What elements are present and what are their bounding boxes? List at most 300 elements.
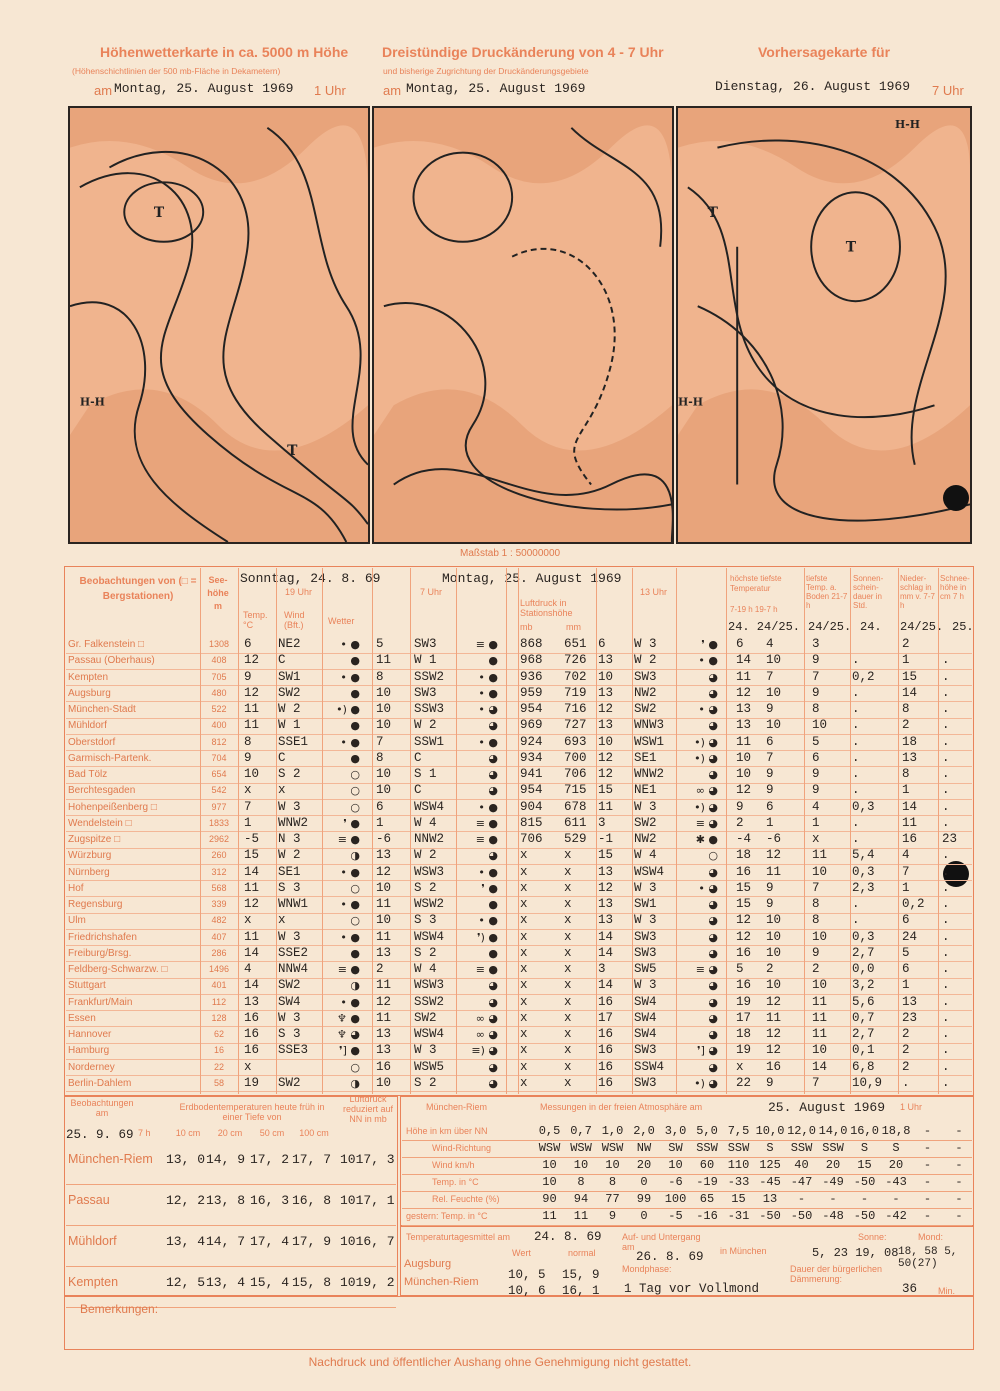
soil-station: Passau [68, 1193, 110, 1207]
obs-cell-sc: . [942, 669, 950, 684]
obs-cell-mm: 693 [564, 734, 587, 749]
obs-cell-x2: ≡ ● [475, 638, 498, 651]
obs-cell-mm: x [564, 994, 572, 1009]
obs-cell-bo: 10 [812, 978, 828, 993]
aero-cell: S [766, 1141, 774, 1155]
obs-cell-bo: 10 [812, 1043, 828, 1058]
obs-cell-x2: • ● [478, 735, 498, 749]
aero-cell: S [892, 1141, 900, 1155]
obs-cell-w2: SSW3 [414, 702, 445, 716]
obs-cell-t2: -6 [376, 832, 392, 846]
col-divider [726, 568, 727, 1094]
aero-cell: NW [636, 1141, 652, 1155]
obs-cell-w2: WSW3 [414, 864, 445, 879]
obs-cell-x2: ◕ [488, 995, 498, 1009]
obs-cell-t1: 11 [244, 929, 260, 944]
obs-cell-x3: ◕ [708, 686, 718, 700]
obs-cell-mb: x [520, 1010, 528, 1025]
obs-cell-so: 5,6 [852, 994, 875, 1009]
obs-cell-x1: ♆ ● [337, 1011, 360, 1025]
obs-cell-t1: 9 [244, 750, 252, 765]
obs-cell-w2: W 4 [414, 962, 437, 976]
obs-wind-header: Wind (Bft.) [284, 610, 305, 630]
obs-cell-mx: 12 [736, 783, 752, 798]
obs-cell-x2: ≡ ● [475, 816, 498, 830]
obs-cell-x3: ◕ [708, 768, 718, 781]
obs-cell-t3: 10 [598, 669, 614, 684]
col-divider [372, 568, 373, 1094]
obs-cell-t1: 11 [244, 718, 260, 733]
obs-cell-mb: x [520, 1075, 528, 1090]
obs-cell-name: Nürnberg [68, 866, 110, 878]
obs-cell-x2: ◕ [488, 784, 498, 798]
obs-cell-x1: ◑ [350, 849, 360, 863]
obs-cell-sc: . [942, 962, 950, 976]
obs-cell-t3: 12 [598, 767, 614, 781]
obs-cell-x3: ✱ ● [695, 833, 718, 846]
obs-cell-w2: W 2 [414, 718, 437, 733]
obs-cell-x3: •) ◕ [694, 735, 718, 749]
obs-cell-w3: SW3 [634, 945, 657, 960]
obs-cell-x3: ◕ [708, 946, 718, 960]
obs-cell-so: 0,2 [852, 669, 875, 684]
obs-bodentemp-header: tiefste Temp. a. Boden 21-7 h [806, 574, 848, 610]
map1-title: Höhenwetterkarte in ca. 5000 m Höhe [100, 44, 349, 60]
tm-augsburg-wert: 10, 5 [508, 1268, 546, 1282]
obs-cell-w1: SW2 [278, 685, 301, 700]
obs-cell-mn: 12 [766, 994, 782, 1009]
map3-title: Vorhersagekarte für [758, 44, 891, 60]
obs-cell-bo: 10 [812, 864, 828, 879]
aero-cell: -45 [759, 1175, 781, 1189]
obs-cell-w2: WSW3 [414, 978, 445, 993]
obs-cell-bo: 11 [812, 1010, 828, 1025]
col-divider [632, 568, 633, 1094]
col-divider [238, 568, 239, 1094]
obs-cell-w1: SW2 [278, 978, 301, 993]
obs-cell-ni: 2 [902, 718, 910, 733]
obs-cell-bo: 1 [812, 815, 820, 830]
obs-cell-t3: 12 [598, 750, 614, 765]
soil-station: Mühldorf [68, 1234, 117, 1248]
obs-cell-t2: 13 [376, 1027, 392, 1041]
obs-cell-w2: S 1 [414, 767, 437, 781]
col-divider [456, 568, 457, 1094]
obs-cell-x1: ○ [350, 800, 360, 814]
map-scale: Maßstab 1 : 50000000 [460, 548, 561, 559]
obs-cell-name: Friedrichshafen [68, 931, 137, 943]
aero-cell: -33 [727, 1175, 750, 1189]
obs-cell-w2: NNW2 [414, 832, 445, 846]
aero-cell: - [955, 1124, 963, 1138]
obs-height-header: See- höhe m [207, 575, 229, 611]
obs-cell-mn: 10 [766, 913, 782, 928]
obs-cell-mb: 968 [520, 653, 543, 668]
obs-cell-sc: . [942, 783, 950, 798]
svg-text:H-H: H-H [678, 395, 703, 409]
col-divider [276, 568, 277, 1094]
obs-cell-mx: 17 [736, 1010, 752, 1025]
obs-dates-schnee: 25. [952, 620, 974, 634]
obs-cell-t2: 5 [376, 637, 384, 651]
obs-cell-mb: x [520, 929, 528, 944]
obs-cell-ni: 6 [902, 962, 910, 976]
obs-cell-mm: x [564, 945, 572, 960]
obs-cell-h: 312 [211, 866, 227, 877]
obs-cell-mx: 19 [736, 994, 752, 1009]
obs-cell-mx: 14 [736, 653, 752, 668]
depth-header: 10 cm [175, 1128, 201, 1138]
obs-cell-h: 260 [211, 850, 227, 861]
aero-cell: 10 [573, 1158, 589, 1172]
obs-cell-t3: 11 [598, 799, 614, 814]
obs-cell-w3: SW3 [634, 1075, 657, 1090]
remarks-label: Bemerkungen: [80, 1302, 159, 1316]
obs-cell-x3: ❜] ◕ [697, 1044, 718, 1058]
obs-dates-max: 24. 24/25. [728, 620, 801, 634]
obs-cell-ni: 11 [902, 815, 918, 830]
obs-cell-mb: x [520, 1043, 528, 1058]
obs-cell-w1: N 3 [278, 832, 301, 846]
obs-cell-x2: ∞ ◕ [475, 1028, 498, 1041]
obs-cell-mb: 706 [520, 832, 543, 846]
obs-cell-x3: • ● [698, 654, 718, 668]
obs-cell-x3: ○ [708, 849, 718, 863]
svg-text:T: T [707, 204, 718, 222]
obs-cell-t1: 1 [244, 815, 252, 830]
aero-cell: 11 [573, 1209, 589, 1223]
obs-cell-h: 16 [213, 1045, 224, 1056]
obs-cell-mx: 12 [736, 913, 752, 928]
obs-cell-w3: W 4 [634, 848, 657, 863]
aero-cell: 10 [542, 1175, 557, 1189]
aero-cell: 0 [640, 1209, 648, 1223]
obs-cell-mb: x [520, 1059, 528, 1074]
obs-cell-t1: 12 [244, 685, 260, 700]
aero-cell: 12,0 [787, 1124, 816, 1138]
obs-cell-h: 112 [211, 996, 227, 1007]
obs-cell-sc: . [942, 880, 950, 895]
aero-cell: SSW [696, 1141, 718, 1155]
obs-cell-x3: ◕ [708, 1011, 718, 1025]
obs-cell-mx: 16 [736, 864, 752, 879]
obs-cell-h: 705 [211, 671, 227, 682]
obs-cell-so: . [852, 897, 860, 911]
obs-cell-mb: 954 [520, 783, 543, 798]
soil-d10: 13, 0 [166, 1152, 206, 1167]
obs-cell-mb: x [520, 978, 528, 993]
obs-cell-x1: ♆ ◕ [337, 1028, 360, 1041]
obs-cell-x2: • ● [478, 670, 498, 684]
obs-cell-w2: SW2 [414, 1010, 437, 1025]
aufg-in: in München [720, 1246, 767, 1256]
obs-cell-w2: S 2 [414, 880, 437, 895]
col-divider [506, 568, 507, 1094]
obs-cell-name: Hohenpeißenberg □ [68, 801, 157, 813]
aero-cell: 1,0 [601, 1124, 624, 1138]
obs-cell-x1: ● [350, 719, 360, 733]
obs-cell-mn: 6 [766, 734, 774, 749]
obs-cell-t3: 10 [598, 734, 614, 749]
obs-cell-bo: 8 [812, 702, 820, 716]
map1-time: 1 Uhr [314, 83, 346, 98]
obs-cell-x2: ∞ ◕ [475, 1011, 498, 1025]
obs-cell-sc: . [942, 864, 950, 879]
obs-cell-sc: 23 [942, 832, 958, 846]
obs-cell-mm: 678 [564, 799, 587, 814]
obs-cell-mm: x [564, 848, 572, 863]
obs-cell-w1: x [278, 913, 286, 928]
obs-cell-h: 400 [211, 720, 227, 731]
aero-cell: - [892, 1192, 900, 1206]
obs-cell-w1: SSE1 [278, 734, 309, 749]
tm-augsburg-normal: 15, 9 [562, 1268, 600, 1282]
obs-cell-so: 6,8 [852, 1059, 875, 1074]
obs-cell-bo: 9 [812, 945, 820, 960]
aero-cell: - [955, 1175, 963, 1189]
col-divider [898, 568, 899, 1094]
obs-cell-mb: 934 [520, 750, 543, 765]
obs-cell-bo: 6 [812, 750, 820, 765]
obs-cell-w3: SSW4 [634, 1059, 665, 1074]
svg-text:H-H: H-H [79, 395, 105, 409]
obs-cell-w1: W 2 [278, 702, 301, 716]
obs-cell-w1: NE2 [278, 637, 301, 651]
obs-cell-t2: 10 [376, 685, 392, 700]
obs-cell-bo: 11 [812, 848, 828, 863]
daemmer-unit: Min. [938, 1286, 956, 1296]
depth-header: 100 cm [299, 1128, 329, 1138]
aero-cell: WSW [538, 1141, 561, 1155]
obs-cell-mn: 10 [766, 945, 782, 960]
map2-date-prefix: am [383, 83, 402, 98]
obs-cell-so: 0,3 [852, 929, 875, 944]
obs-cell-so: 3,2 [852, 978, 875, 993]
obs-cell-mx: 10 [736, 750, 752, 765]
col-divider [322, 568, 323, 1094]
obs-cell-mm: 651 [564, 637, 587, 651]
daemmer-val: 36 [902, 1282, 918, 1296]
obs-cell-x2: ◕ [488, 1076, 498, 1090]
tm-station-riem: München-Riem [404, 1276, 479, 1288]
aero-cell: 8 [608, 1175, 617, 1189]
obs-cell-so: . [852, 750, 860, 765]
obs-cell-mn: 9 [766, 702, 774, 716]
soil-d100: 17, 9 [292, 1234, 332, 1249]
obs-cell-t3: 13 [598, 897, 614, 911]
col-divider [410, 568, 411, 1094]
obs-cell-x3: •) ◕ [694, 751, 718, 765]
obs-cell-mn: 9 [766, 767, 774, 781]
aero-cell: - [923, 1141, 932, 1155]
obs-cell-w3: SE1 [634, 750, 657, 765]
obs-monday-7h: 7 Uhr [420, 587, 443, 597]
obs-cell-ni: 24 [902, 929, 918, 944]
punch-hole [943, 485, 969, 511]
obs-cell-t3: 14 [598, 978, 614, 993]
aero-cell: - [923, 1192, 932, 1206]
aero-cell: -50 [853, 1175, 876, 1189]
obs-cell-t3: 15 [598, 848, 614, 863]
soil-p: 1017, 3 [340, 1152, 395, 1167]
obs-cell-mn: 2 [766, 962, 774, 976]
obs-cell-mb: x [520, 848, 528, 863]
obs-cell-mm: x [564, 978, 572, 993]
obs-cell-w1: C [278, 653, 286, 668]
aero-cell: 60 [699, 1158, 715, 1172]
obs-cell-t1: x [244, 913, 252, 928]
col-divider [850, 568, 851, 1094]
aero-cell: 0,7 [570, 1124, 592, 1138]
obs-cell-bo: 10 [812, 929, 828, 944]
obs-cell-mx: 13 [736, 718, 752, 733]
obs-cell-x1: ≡ ● [337, 833, 360, 846]
obs-cell-bo: 9 [812, 685, 820, 700]
aero-row-label: Wind km/h [432, 1160, 475, 1170]
obs-cell-name: Berchtesgaden [68, 785, 136, 797]
obs-mb: mb [520, 622, 533, 632]
aero-cell: -19 [696, 1175, 718, 1189]
map3-time: 7 Uhr [932, 83, 964, 98]
obs-cell-bo: 8 [812, 897, 820, 911]
aero-time: 1 Uhr [900, 1102, 923, 1112]
obs-cell-mn: 10 [766, 653, 782, 668]
obs-cell-x3: ◕ [708, 914, 718, 928]
obs-cell-bo: 9 [812, 653, 820, 668]
obs-cell-t1: 16 [244, 1010, 260, 1025]
obs-cell-t3: 16 [598, 1075, 614, 1090]
obs-cell-x1: ○ [350, 768, 360, 781]
obs-cell-ni: 8 [902, 702, 910, 716]
obs-cell-t1: -5 [244, 832, 260, 846]
soil-d100: 17, 7 [292, 1152, 332, 1167]
aero-cell: 5,0 [696, 1124, 718, 1138]
obs-cell-x3: • ◕ [698, 881, 718, 895]
obs-cell-w3: W 2 [634, 653, 657, 668]
obs-cell-ni: 13 [902, 750, 918, 765]
aero-cell: 7,5 [727, 1124, 750, 1138]
obs-cell-mm: x [564, 864, 572, 879]
soil-d20: 13, 4 [206, 1275, 246, 1290]
soil-d50: 16, 3 [250, 1193, 290, 1208]
obs-cell-x1: • ● [340, 638, 360, 651]
obs-cell-name: Oberstdorf [68, 736, 116, 748]
aero-cell: WSW [570, 1141, 592, 1155]
obs-cell-mm: 700 [564, 750, 587, 765]
obs-cell-bo: 11 [812, 1027, 828, 1041]
map1-date-prefix: am [94, 83, 113, 98]
obs-cell-sc: . [942, 767, 950, 781]
obs-cell-ni: 6 [902, 913, 910, 928]
obs-cell-w3: WNW3 [634, 718, 665, 733]
luftdruck-nn-label: Luftdruck reduziert auf NN in mb [342, 1094, 394, 1124]
obs-cell-h: 542 [211, 785, 227, 796]
obs-cell-bo: 3 [812, 637, 820, 651]
aero-cell: 8 [577, 1175, 585, 1189]
obs-cell-x2: ≡ ● [475, 963, 498, 976]
obs-cell-ni: . [902, 1075, 910, 1090]
obs-cell-bo: 14 [812, 1059, 828, 1074]
obs-cell-bo: 9 [812, 767, 820, 781]
aero-cell: -43 [885, 1175, 907, 1189]
obs-cell-x1: ○ [350, 784, 360, 798]
obs-cell-name: Feldberg-Schwarzw. □ [68, 964, 168, 975]
tm-label: Temperaturtagesmittel am [406, 1232, 511, 1242]
obs-cell-so: 5,4 [852, 848, 875, 863]
obs-cell-mn: -6 [766, 832, 782, 846]
obs-cell-mm: 726 [564, 653, 587, 668]
obs-cell-name: Garmisch-Partenk. [68, 752, 152, 764]
obs-cell-ni: 1 [902, 783, 910, 798]
obs-cell-mn: 4 [766, 637, 774, 651]
obs-cell-ni: 13 [902, 994, 918, 1009]
obs-cell-ni: 16 [902, 832, 918, 846]
aero-cell: 16,0 [850, 1124, 879, 1138]
obs-cell-x1: • ● [340, 865, 360, 879]
obs-cell-so: . [852, 718, 860, 733]
obs-cell-x2: ◕ [488, 849, 498, 863]
aero-cell: 18,8 [881, 1124, 911, 1138]
obs-cell-name: Norderney [68, 1061, 115, 1073]
obs-cell-x1: ● [350, 751, 360, 765]
map2-date: Montag, 25. August 1969 [406, 81, 586, 96]
obs-cell-name: Hamburg [68, 1045, 110, 1057]
obs-cell-mb: x [520, 962, 528, 976]
obs-cell-x2: • ● [478, 914, 498, 928]
obs-cell-h: 58 [213, 1077, 224, 1088]
obs-cell-sc: . [942, 799, 950, 814]
obs-cell-mb: x [520, 913, 528, 928]
obs-cell-sc: . [942, 913, 950, 928]
soil-d10: 13, 4 [166, 1234, 206, 1249]
obs-cell-h: 704 [211, 752, 227, 763]
obs-cell-mx: 22 [736, 1075, 752, 1090]
obs-cell-t2: 8 [376, 750, 384, 765]
row-divider [66, 1091, 972, 1092]
aero-row-label: Rel. Feuchte (%) [432, 1194, 500, 1204]
obs-cell-mm: 611 [564, 815, 587, 830]
obs-cell-x3: ≡ ◕ [695, 816, 718, 830]
obs-cell-mb: 959 [520, 685, 543, 700]
obs-cell-x3: ◕ [708, 898, 718, 911]
obs-cell-so: . [852, 685, 860, 700]
obs-cell-so: 2,7 [852, 945, 875, 960]
obs-cell-t2: 10 [376, 913, 392, 928]
soil-d50: 17, 2 [250, 1152, 290, 1167]
obs-cell-sc: . [942, 1059, 950, 1074]
obs-cell-x2: ◕ [488, 751, 498, 765]
obs-cell-x1: ○ [350, 1060, 360, 1074]
obs-cell-w1: C [278, 750, 286, 765]
obs-cell-x2: ◕ [488, 1060, 498, 1074]
sonne-label: Sonne: [858, 1232, 887, 1242]
obs-cell-w3: SW3 [634, 1043, 657, 1058]
obs-cell-x3: ◕ [708, 995, 718, 1009]
obs-cell-x1: • ● [340, 898, 360, 911]
obs-cell-w3: NE1 [634, 783, 657, 798]
tm-station-augsburg: Augsburg [404, 1258, 452, 1270]
obs-maxmin-sub: 7-19 h 19-7 h [730, 605, 778, 614]
obs-cell-mx: 16 [736, 945, 752, 960]
obs-cell-w1: W 2 [278, 848, 301, 863]
aero-cell: 9 [608, 1209, 617, 1223]
obs-cell-t2: 13 [376, 945, 392, 960]
obs-cell-w2: C [414, 783, 422, 798]
obs-cell-w2: SSW1 [414, 734, 445, 749]
mondphase: 1 Tag vor Vollmond [624, 1282, 760, 1296]
aero-cell: 0,5 [538, 1124, 561, 1138]
obs-cell-mn: 12 [766, 848, 782, 863]
